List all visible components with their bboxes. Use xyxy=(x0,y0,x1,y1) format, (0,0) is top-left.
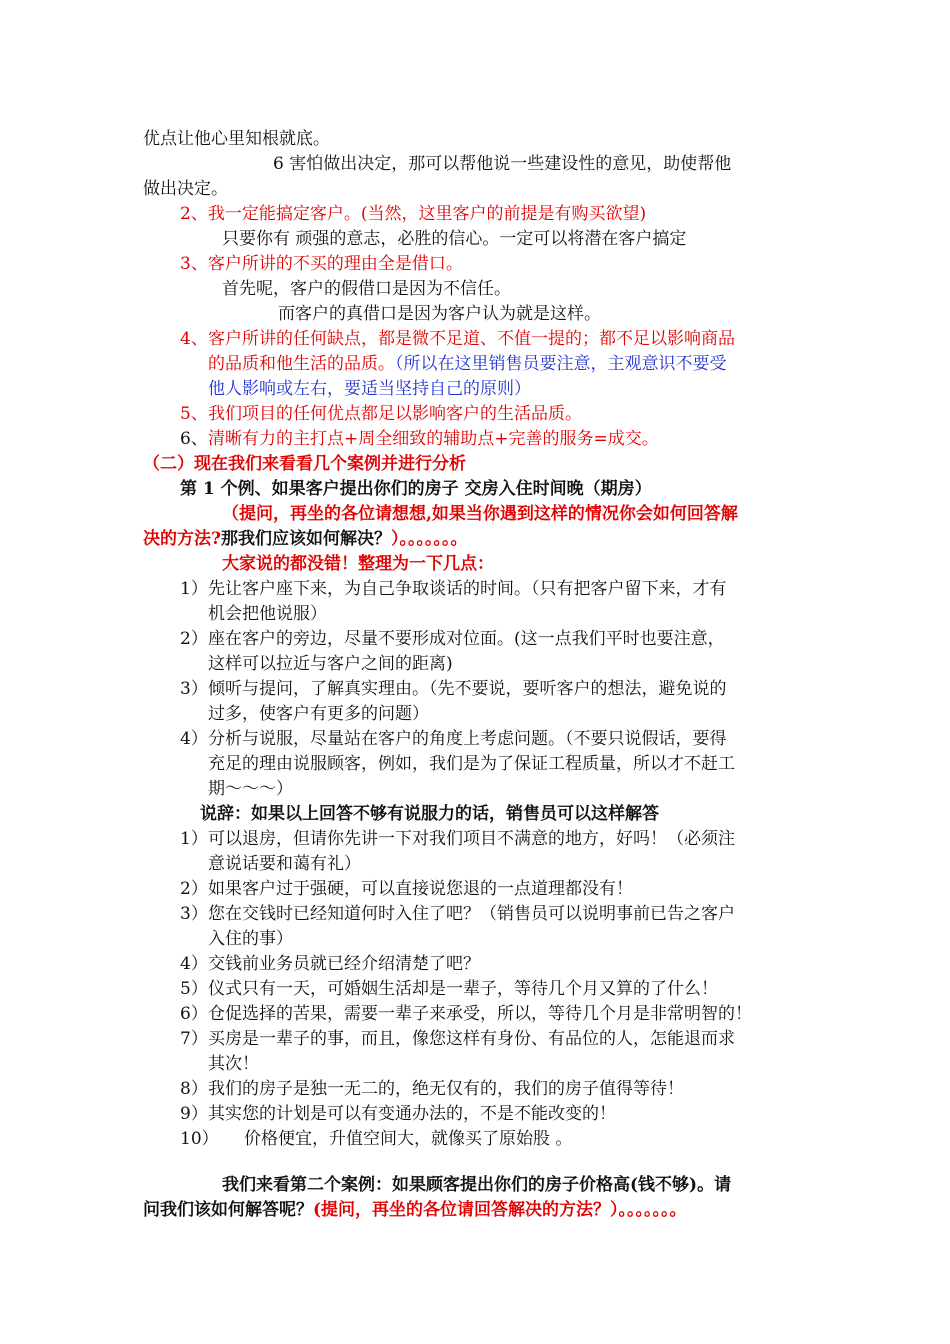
speech-1-line-1: 可以退房，但请你先讲一下对我们项目不满意的地方，好吗！（必须注 xyxy=(208,829,735,849)
principle-6-num: 6、 xyxy=(180,429,208,449)
speech-1-num: 1） xyxy=(180,829,208,849)
principle-4-line-2-red: 的品质和他生活的品质。 xyxy=(208,354,395,374)
case-1-question-red-b: ）。。。。。。。 xyxy=(390,529,468,549)
point-3-line-1: 倾听与提问，了解真实理由。（先不要说，要听客户的想法，避免说的 xyxy=(208,679,727,699)
speech-heading: 说辞：如果以上回答不够有说服力的话，销售员可以这样解答 xyxy=(200,804,659,824)
speech-10-line-1: 价格便宜，升值空间大，就像买了原始股 。 xyxy=(244,1129,573,1149)
point-2-num: 2） xyxy=(180,629,208,649)
speech-4-line-1: 交钱前业务员就已经介绍清楚了吧？ xyxy=(208,954,480,974)
speech-5-num: 5） xyxy=(180,979,208,999)
principle-4-line-3: 他人影响或左右，要适当坚持自己的原则） xyxy=(208,379,531,399)
case-2-line-2 xyxy=(143,1199,687,1221)
point-2-line-1: 座在客户的旁边，尽量不要形成对位面。(这一点我们平时也要注意， xyxy=(208,629,725,649)
principle-3-title: 3、客户所讲的不买的理由全是借口。 xyxy=(180,254,463,274)
point-2-line-2: 这样可以拉近与客户之间的距离) xyxy=(208,654,453,674)
principle-4-num: 4、 xyxy=(180,329,208,349)
intro-line-1: 优点让他心里知根就底。 xyxy=(143,129,330,149)
speech-1-line-2: 意说话要和蔼有礼） xyxy=(208,854,361,874)
speech-5-line-1: 仪式只有一天，可婚姻生活却是一辈子，等待几个月又算的了什么！ xyxy=(208,979,718,999)
case-2-question-red: (提问，再坐的各位请回答解决的方法？）。。。。。。。 xyxy=(313,1200,687,1220)
principle-4-line-1: 客户所讲的任何缺点，都是微不足道、不值一提的；都不足以影响商品 xyxy=(208,329,735,349)
principle-4-line-2-blue: （所以在这里销售员要注意，主观意识不要受 xyxy=(395,354,727,374)
summary-heading: 大家说的都没错！整理为一下几点： xyxy=(222,554,494,574)
case-1-question-line-1: （提问，再坐的各位请想想,如果当你遇到这样的情况你会如何回答解 xyxy=(222,504,738,524)
point-4-line-1: 分析与说服，尽量站在客户的角度上考虑问题。（不要只说假话，要得 xyxy=(208,729,727,749)
principle-3-body-1: 首先呢，客户的假借口是因为不信任。 xyxy=(222,279,511,299)
speech-4-num: 4） xyxy=(180,954,208,974)
intro-line-2: 6 害怕做出决定，那可以帮他说一些建设性的意见，助使帮他 xyxy=(273,154,732,174)
point-4-line-3: 期～～～） xyxy=(208,779,293,799)
point-3-line-2: 过多，使客户有更多的问题） xyxy=(208,704,429,724)
speech-9-num: 9） xyxy=(180,1104,208,1124)
speech-3-num: 3） xyxy=(180,904,208,924)
speech-9-line-1: 其实您的计划是可以有变通办法的，不是不能改变的！ xyxy=(208,1104,616,1124)
point-1-num: 1） xyxy=(180,579,208,599)
case-2-line-1: 我们来看第二个案例：如果顾客提出你们的房子价格高(钱不够)。请 xyxy=(222,1175,732,1195)
principle-3-body-2: 而客户的真借口是因为客户认为就是这样。 xyxy=(278,304,601,324)
speech-7-line-2: 其次！ xyxy=(208,1054,259,1074)
case-2-question-black: 问我们该如何解答呢？ xyxy=(143,1200,313,1220)
section-2-heading: （二）现在我们来看看几个案例并进行分析 xyxy=(143,454,466,474)
speech-7-line-1: 买房是一辈子的事，而且，像您这样有身份、有品位的人，怎能退而求 xyxy=(208,1029,735,1049)
speech-6-num: 6） xyxy=(180,1004,208,1024)
speech-8-num: 8） xyxy=(180,1079,208,1099)
principle-5-num: 5、 xyxy=(180,404,208,424)
principle-5-text: 我们项目的任何优点都足以影响客户的生活品质。 xyxy=(208,404,582,424)
case-1-question-black: 那我们应该如何解决？ xyxy=(220,529,391,549)
speech-7-num: 7） xyxy=(180,1029,208,1049)
speech-3-line-1: 您在交钱时已经知道何时入住了吧？（销售员可以说明事前已告之客户 xyxy=(208,904,735,924)
case-1-title: 第 1 个例、如果客户提出你们的房子 交房入住时间晚（期房） xyxy=(180,479,652,499)
speech-10-num: 10） xyxy=(180,1129,219,1149)
case-1-question-line-2 xyxy=(143,528,467,550)
principle-4-line-2 xyxy=(208,353,727,375)
point-4-num: 4） xyxy=(180,729,208,749)
intro-line-3: 做出决定。 xyxy=(143,179,228,199)
principle-6-text: 清晰有力的主打点+周全细致的辅助点+完善的服务=成交。 xyxy=(208,429,659,449)
point-3-num: 3） xyxy=(180,679,208,699)
speech-2-line-1: 如果客户过于强硬，可以直接说您退的一点道理都没有！ xyxy=(208,879,633,899)
point-1-line-1: 先让客户座下来，为自己争取谈话的时间。（只有把客户留下来，才有 xyxy=(208,579,727,599)
point-1-line-2: 机会把他说服） xyxy=(208,604,327,624)
principle-2-title: 2、我一定能搞定客户。(当然，这里客户的前提是有购买欲望) xyxy=(180,204,647,224)
case-1-question-red-a: 决的方法? xyxy=(143,529,221,549)
speech-6-line-1: 仓促选择的苦果，需要一辈子来承受，所以，等待几个月是非常明智的！ xyxy=(208,1004,752,1024)
speech-8-line-1: 我们的房子是独一无二的，绝无仅有的，我们的房子值得等待！ xyxy=(208,1079,684,1099)
point-4-line-2: 充足的理由说服顾客，例如，我们是为了保证工程质量，所以才不赶工 xyxy=(208,754,735,774)
speech-2-num: 2） xyxy=(180,879,208,899)
speech-3-line-2: 入住的事） xyxy=(208,929,293,949)
principle-2-body: 只要你有 顽强的意志，必胜的信心。一定可以将潜在客户搞定 xyxy=(222,229,687,249)
